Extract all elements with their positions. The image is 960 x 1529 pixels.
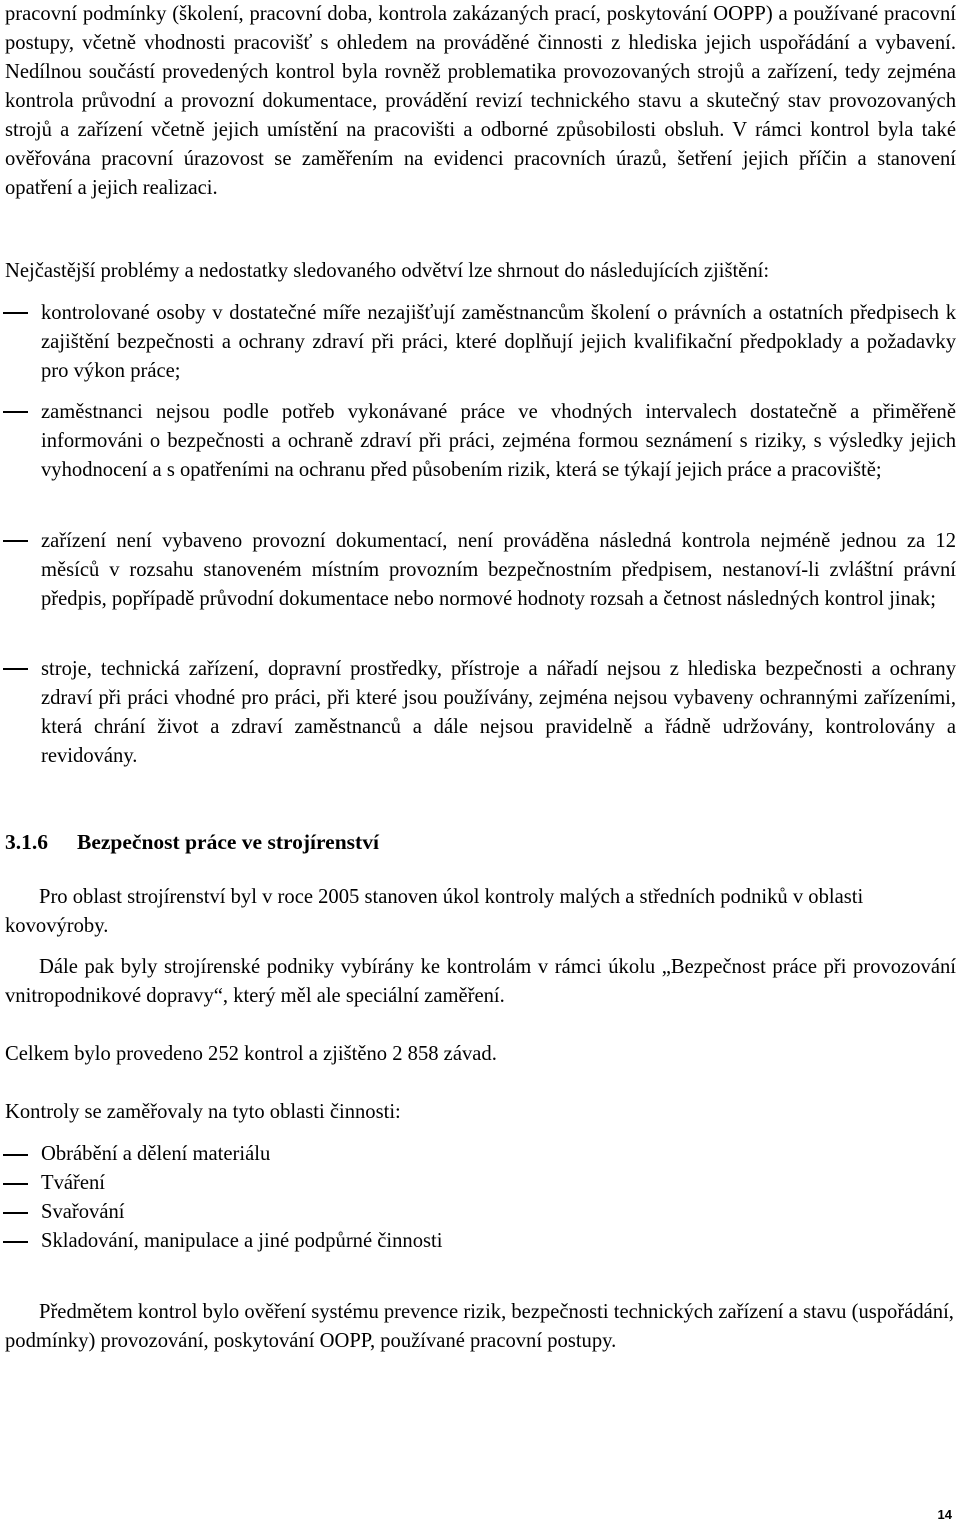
section-paragraph: Pro oblast strojírenství byl v roce 2005 stanoven úkol kontroly malých a středních podniků v oblasti kovovýroby. [5,886,864,937]
area-list-item [5,1198,956,1227]
findings-lead-paragraph: Nejčastější problémy a nedostatky sledovaného odvětví lze shrnout do následujících zjištění: [5,260,770,282]
finding-text: stroje, technická zařízení, dopravní prostředky, přístroje a nářadí nejsou z hlediska bezpečnosti a ochrany zdraví při práci vhodné pro práci, při které jsou používány, zejména nejsou vybaveny ochrannými zařízeními, která chrání život a zdraví zaměstnanců a dále nejsou pravidelně a řádně udržovány, kontrolovány a revidovány. [41,658,956,767]
section-paragraph: Kontroly se zaměřovaly na tyto oblasti činnosti: [5,1101,401,1123]
intro-paragraph: pracovní podmínky (školení, pracovní doba, kontrola zakázaných prací, poskytování OOPP) a používané pracovní postupy, včetně vhodnosti pracovišť s ohledem na prováděné činnosti z hlediska jejich uspořádání a vybavení. Nedílnou součástí provedených kontrol byla rovněž problematika provozovaných strojů a zařízení, tedy zejména kontrola průvodní a provozní dokumentace, provádění revizí technického stavu a skutečný stav provozovaných strojů a zařízení včetně jejich umístění na pracovišti a odborné způsobilosti obsluh. V rámci kontrol byla také ověřována pracovní úrazovost se zaměřením na evidenci pracovních úrazů, šetření jejich příčin a stanovení opatření a jejich realizaci. [5,3,956,199]
page-number: 14 [937,1507,952,1522]
finding-item [5,299,956,386]
finding-text: zařízení není vybaveno provozní dokumentací, není prováděna následná kontrola nejméně jednou za 12 měsíců v rozsahu stanoveném místním provozním bezpečnostním předpisem, nestanoví-li zvláštní právní předpis, popřípadě průvodní dokumentace nebo normové hodnoty rozsah a četnost následných kontrol jinak; [41,530,956,610]
dash-bullet-icon [3,312,28,314]
section-paragraph: Celkem bylo provedeno 252 kontrol a zjištěno 2 858 závad. [5,1043,497,1065]
finding-item [5,527,956,614]
area-list-item [5,1140,956,1169]
area-text: Tváření [41,1172,106,1194]
dash-bullet-icon [3,1241,28,1243]
finding-text: zaměstnanci nejsou podle potřeb vykonávané práce ve vhodných intervalech dostatečně a přiměřeně informováni o bezpečnosti a ochraně zdraví při práci, zejména formou seznámení s riziky, s výsledky jejich vyhodnocení a s opatřeními na ochranu před působením rizik, která se týkají jejich práce a pracoviště; [41,401,956,481]
dash-bullet-icon [3,1183,28,1185]
area-text: Obrábění a dělení materiálu [41,1143,271,1165]
area-list-item [5,1227,956,1256]
area-text: Svařování [41,1201,125,1223]
dash-bullet-icon [3,1212,28,1214]
section-paragraph: Předmětem kontrol bylo ověření systému prevence rizik, bezpečnosti technických zařízení a stavu (uspořádání, podmínky) provozování, poskytování OOPP, používané pracovní postupy. [5,1301,954,1352]
area-list-item [5,1169,956,1198]
section-title: Bezpečnost práce ve strojírenství [77,830,379,854]
finding-item [5,398,956,485]
dash-bullet-icon [3,540,28,542]
dash-bullet-icon [3,1154,28,1156]
section-heading [5,828,956,857]
dash-bullet-icon [3,668,28,670]
finding-text: kontrolované osoby v dostatečné míře nezajišťují zaměstnancům školení o právních a ostatních předpisech k zajištění bezpečnosti a ochrany zdraví při práci, které doplňují jejich kvalifikační předpoklady a požadavky pro výkon práce; [41,302,956,382]
section-number: 3.1.6 [5,830,48,854]
section-paragraph: Dále pak byly strojírenské podniky vybírány ke kontrolám v rámci úkolu „Bezpečnost práce při provozování vnitropodnikové dopravy“, který měl ale speciální zaměření. [5,956,956,1007]
area-text: Skladování, manipulace a jiné podpůrné činnosti [41,1230,443,1252]
dash-bullet-icon [3,411,28,413]
finding-item [5,655,956,771]
